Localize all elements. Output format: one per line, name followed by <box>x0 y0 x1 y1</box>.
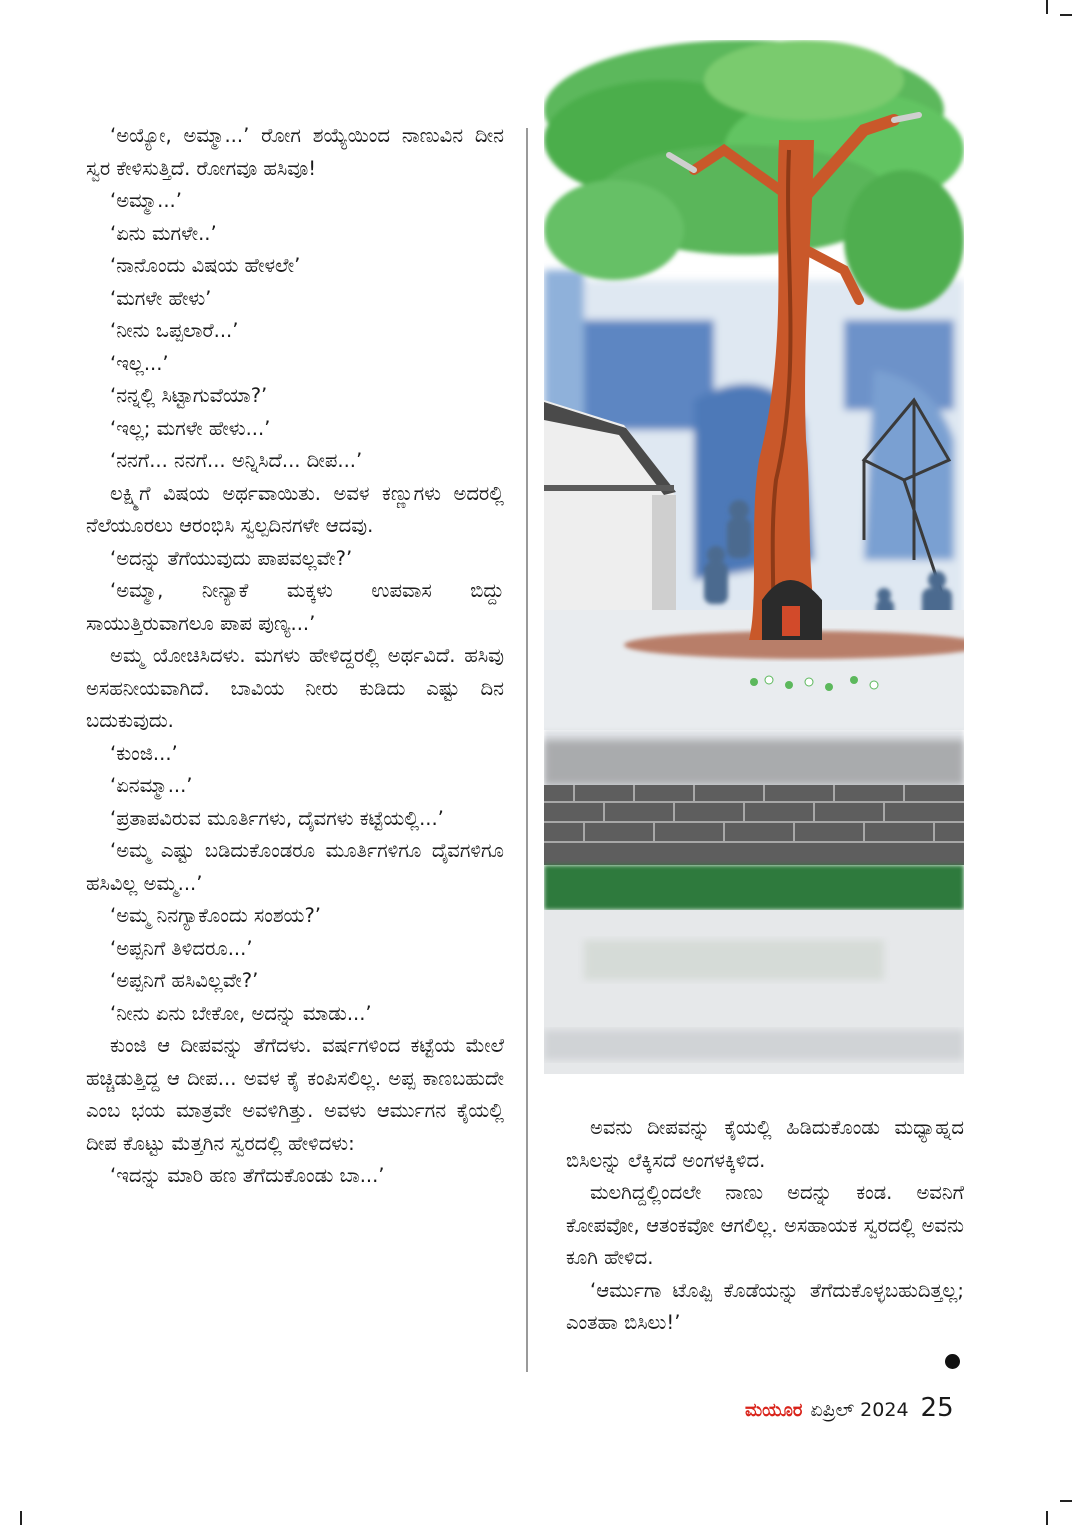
paragraph: ಮಲಗಿದ್ದಲ್ಲಿಂದಲೇ ನಾಣು ಅದನ್ನು ಕಂಡ. ಅವನಿಗೆ ಕೋಪವೋ, ಆತಂಕವೋ ಆಗಲಿಲ್ಲ. ಅಸಹಾಯಕ ಸ್ವರದಲ್ಲಿ ಅವನು ಕೂಗಿ ಹೇಳಿದ. <box>566 1181 964 1269</box>
paragraph: ‘ಅಮ್ಮ ನಿನಗ್ಯಾಕೊಂದು ಸಂಶಯ?’ <box>110 904 321 927</box>
right-text-column <box>566 1112 964 1340</box>
paragraph: ‘ಅಮ್ಮಾ...’ <box>110 189 182 212</box>
crop-mark <box>20 1511 22 1525</box>
page-number: 25 <box>920 1393 954 1423</box>
crop-mark <box>1060 14 1072 16</box>
paragraph: ‘ಅಪ್ಪನಿಗೆ ಹಸಿವಿಲ್ಲವೇ?’ <box>110 969 259 992</box>
magazine-logo: ಮಯೂರ <box>745 1400 803 1421</box>
paragraph: ‘ಮಗಳೇ ಹೇಳು’ <box>110 286 212 310</box>
paragraph: ‘ಇದನ್ನು ಮಾರಿ ಹಣ ತೆಗೆದುಕೊಂಡು ಬಾ...’ <box>110 1164 385 1187</box>
paragraph: ‘ಪ್ರತಾಪವಿರುವ ಮೂರ್ತಿಗಳು, ದೈವಗಳು ಕಟ್ಟೆಯಲ್ಲಿ...’ <box>110 806 444 830</box>
paragraph: ‘ನಾನೊಂದು ವಿಷಯ ಹೇಳಲೇ’ <box>110 254 301 277</box>
crop-mark <box>1046 0 1048 14</box>
paragraph: ‘ನೀನು ಒಪ್ಪಲಾರೆ...’ <box>110 319 239 342</box>
end-bullet <box>945 1354 960 1369</box>
paragraph: ‘ಅಪ್ಪನಿಗೆ ತಿಳಿದರೂ...’ <box>110 936 253 960</box>
crop-mark <box>1060 1500 1072 1502</box>
paragraph: ‘ನನ್ನಲ್ಲಿ ಸಿಟ್ಟಾಗುವೆಯಾ?’ <box>110 384 268 407</box>
crop-mark <box>1046 1511 1048 1525</box>
paragraph: ‘ಏನು ಮಗಳೇ..’ <box>110 221 217 245</box>
paragraph: ‘ಏನಮ್ಮಾ...’ <box>110 774 193 797</box>
paragraph: ‘ಅಮ್ಮ ಎಷ್ಟು ಬಡಿದುಕೊಂಡರೂ ಮೂರ್ತಿಗಳಿಗೂ ದೈವಗಳಿಗೂ ಹಸಿವಿಲ್ಲ ಅಮ್ಮ...’ <box>86 839 504 895</box>
issue-date: ಏಪ್ರಿಲ್ 2024 <box>810 1399 909 1421</box>
stone-wall <box>544 730 964 865</box>
paragraph: ‘ಅದನ್ನು ತೆಗೆಯುವುದು ಪಾಪವಲ್ಲವೇ?’ <box>110 546 353 570</box>
paragraph: ‘ಕುಂಜಿ...’ <box>110 741 178 765</box>
column-divider <box>526 128 528 1372</box>
left-text-column <box>86 120 504 1193</box>
paragraph: ‘ನನಗೆ... ನನಗೆ... ಅನ್ನಿಸಿದೆ... ದೀಪ...’ <box>110 449 363 472</box>
paragraph: ಅಮ್ಮ ಯೋಚಿಸಿದಳು. ಮಗಳು ಹೇಳಿದ್ದರಲ್ಲಿ ಅರ್ಥವಿದೆ. ಹಸಿವು ಅಸಹನೀಯವಾಗಿದೆ. ಬಾವಿಯ ನೀರು ಕುಡಿದು ಎಷ್ಟು ದಿನ ಬದುಕುವುದು. <box>86 644 504 732</box>
paragraph: ಅವನು ದೀಪವನ್ನು ಕೈಯಲ್ಲಿ ಹಿಡಿದುಕೊಂಡು ಮಧ್ಯಾಹ್ನದ ಬಿಸಿಲನ್ನು ಲೆಕ್ಕಿಸದೆ ಅಂಗಳಕ್ಕಿಳಿದ. <box>566 1116 964 1172</box>
paragraph: ‘ಅಯ್ಯೋ, ಅಮ್ಮಾ...’ ರೋಗ ಶಯ್ಯೆಯಿಂದ ನಾಣುವಿನ ದೀನ ಸ್ವರ ಕೇಳಿಸುತ್ತಿದೆ. ರೋಗವೂ ಹಸಿವೂ! <box>86 124 504 180</box>
paragraph: ‘ಅಮ್ಮಾ, ನೀನ್ಯಾಕೆ ಮಕ್ಕಳು ಉಪವಾಸ ಬಿದ್ದು ಸಾಯುತ್ತಿರುವಾಗಲೂ ಪಾಪ ಪುಣ್ಯ...’ <box>86 579 504 635</box>
paragraph: ‘ಆರ್ಮುಗಾ ಟೊಪ್ಪಿ ಕೊಡೆಯನ್ನು ತೆಗೆದುಕೊಳ್ಳಬಹುದಿತ್ತಲ್ಲ; ಎಂತಹಾ ಬಿಸಿಲು!’ <box>566 1278 964 1334</box>
tree-watercolor-illustration <box>544 40 964 1074</box>
paragraph: ‘ಇಲ್ಲ; ಮಗಳೇ ಹೇಳು...’ <box>110 416 271 440</box>
paragraph: ‘ನೀನು ಏನು ಬೇಕೋ, ಅದನ್ನು ಮಾಡು...’ <box>110 1001 372 1025</box>
page-footer <box>745 1393 954 1427</box>
paragraph: ‘ಇಲ್ಲ...’ <box>110 351 169 375</box>
paragraph: ಕುಂಜಿ ಆ ದೀಪವನ್ನು ತೆಗೆದಳು. ವರ್ಷಗಳಿಂದ ಕಟ್ಟೆಯ ಮೇಲೆ ಹಚ್ಚಿಡುತ್ತಿದ್ದ ಆ ದೀಪ... ಅವಳ ಕೈ ಕಂಪಿಸಲಿಲ್ಲ. ಅಪ್ಪ ಕಾಣಬಹುದೇ ಎಂಬ ಭಯ ಮಾತ್ರವೇ ಅವಳಿಗಿತ್ತು. ಅವಳು ಆರ್ಮುಗನ ಕೈಯಲ್ಲಿ ದೀಪ ಕೊಟ್ಟು ಮೆತ್ತಗಿನ ಸ್ವರದಲ್ಲಿ ಹೇಳಿದಳು: <box>86 1034 504 1155</box>
paragraph: ಲಕ್ಷ್ಮಿಗೆ ವಿಷಯ ಅರ್ಥವಾಯಿತು. ಅವಳ ಕಣ್ಣುಗಳು ಅದರಲ್ಲಿ ನೆಲೆಯೂರಲು ಆರಂಭಿಸಿ ಸ್ವಲ್ಪದಿನಗಳೇ ಆದವು. <box>86 481 504 537</box>
